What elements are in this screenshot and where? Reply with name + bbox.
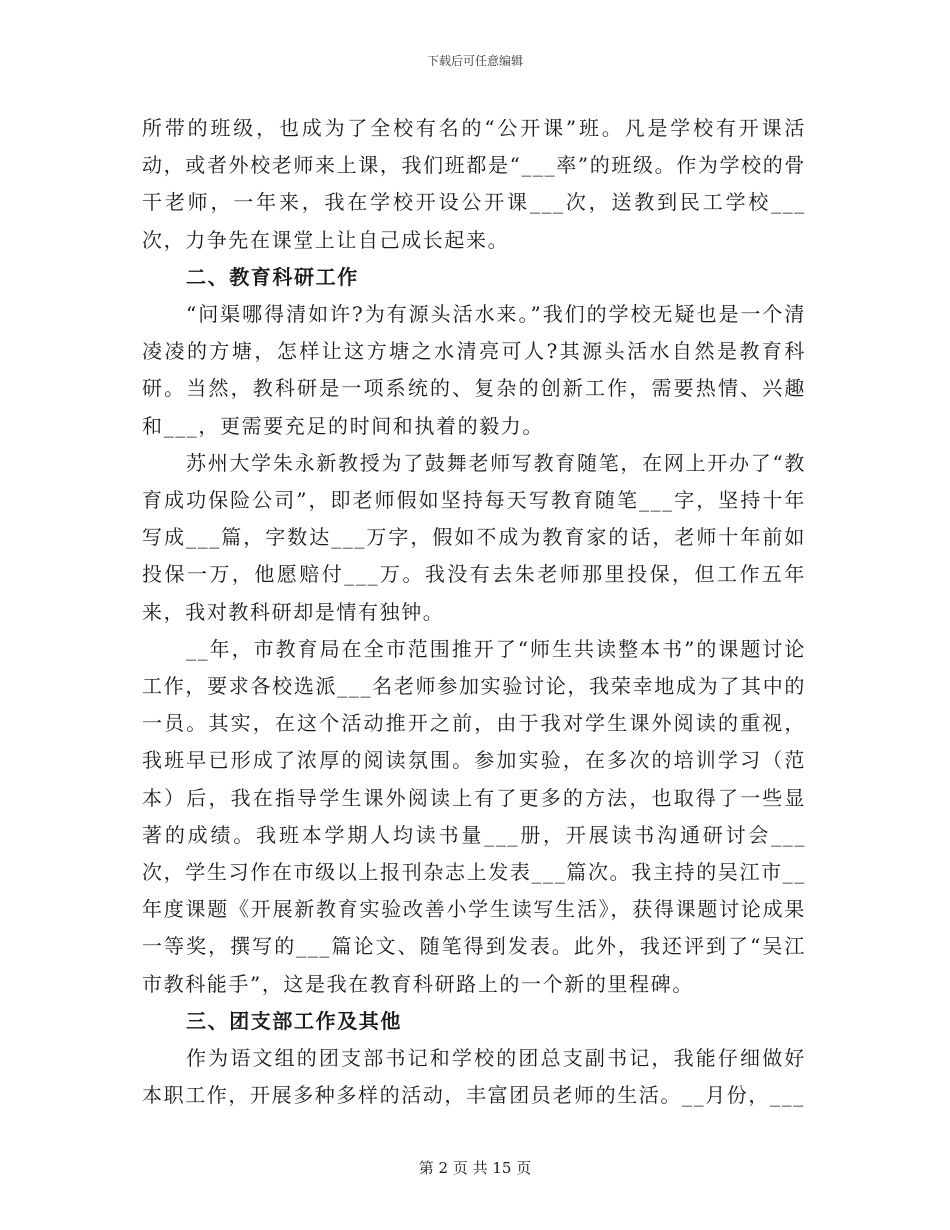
paragraph-research-reading: __年，市教育局在全市范围推开了“师生共读整本书”的课题讨论工作，要求各校选派___名老师参加实验讨论，我荣幸地成为了其中的一员。其实，在这个活动推开之前，由于我对学生课外阅读的重视，我班早已形成了浓厚的阅读氛围。参加实验，在多次的培训学习（范本）后，我在指导学生课外阅读上有了更多的方法，也取得了一些显著的成绩。我班本学期人均读书量___册，开展读书沟通研讨会___次，学生习作在市级以上报刊杂志上发表___篇次。我主持的吴江市__年度课题《开展新教育实验改善小学生读写生活》，获得课题讨论成果一等奖，撰写的___篇论文、随笔得到发表。此外，我还评到了“吴江市教科能手”，这是我在教育科研路上的一个新的里程碑。 <box>142 636 806 996</box>
section-heading-research: 二、教育科研工作 <box>186 264 359 289</box>
paragraph-continuation: 所带的班级，也成为了全校有名的“公开课”班。凡是学校有开课活动，或者外校老师来上课，我们班都是“___率”的班级。作为学校的骨干老师，一年来，我在学校开设公开课___次，送教到民工学校___次，力争先在课堂上让自己成长起来。 <box>142 116 806 252</box>
paragraph-research-essays: 苏州大学朱永新教授为了鼓舞老师写教育随笔，在网上开办了“教育成功保险公司”，即老师假如坚持每天写教育随笔___字，坚持十年写成___篇，字数达___万字，假如不成为教育家的话，老师十年前如投保一万，他愿赔付___万。我没有去朱老师那里投保，但工作五年来，我对教科研却是情有独钟。 <box>142 450 806 624</box>
document-body <box>142 110 806 1114</box>
paragraph-league-work: 作为语文组的团支部书记和学校的团总支副书记，我能仔细做好本职工作，开展多种多样的活动，丰富团员老师的生活。__月份，___ <box>142 1046 806 1108</box>
page-header: 下载后可任意编辑 <box>426 54 523 68</box>
section-heading-league: 三、团支部工作及其他 <box>186 1008 402 1033</box>
paragraph-research-intro: “问渠哪得清如许?为有源头活水来。”我们的学校无疑也是一个清凌凌的方塘，怎样让这方塘之水清亮可人?其源头活水自然是教育科研。当然，教科研是一项系统的、复杂的创新工作，需要热情、兴趣和___，更需要充足的时间和执着的毅力。 <box>142 302 806 438</box>
page-number: 第 2 页 共 15 页 <box>418 1159 532 1177</box>
